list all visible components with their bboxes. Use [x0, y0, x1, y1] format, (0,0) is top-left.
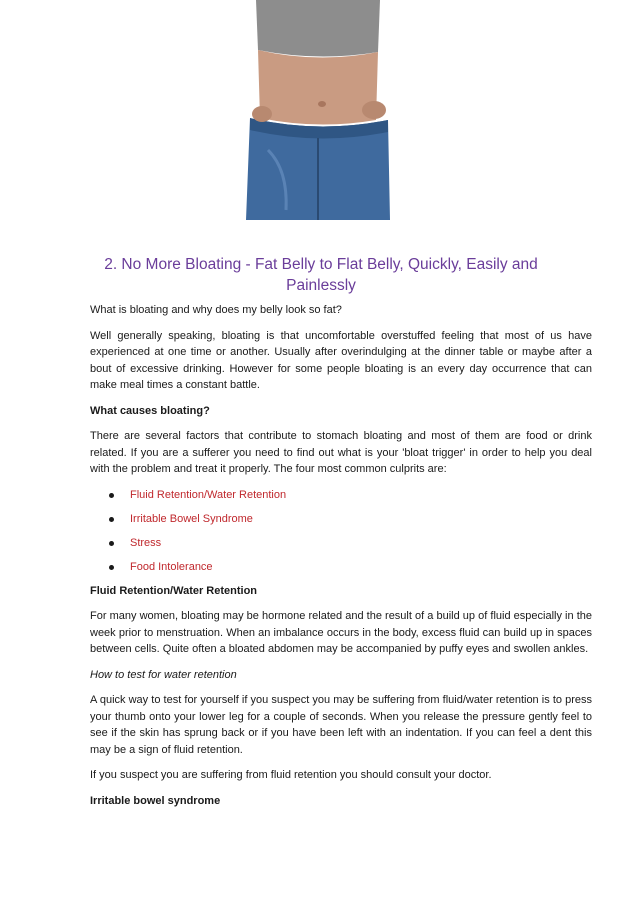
bullet-icon: [109, 493, 114, 498]
article-body: [90, 302, 592, 818]
list-item: Fluid Retention/Water Retention: [90, 487, 592, 511]
list-item: Food Intolerance: [90, 559, 592, 583]
paragraph: For many women, bloating may be hormone related and the result of a build up of fluid especially in the week prior to menstruation. When an imbalance occurs in the body, excess fluid can build up in spaces between cells. Quite often a bloated abdomen may be accompanied by puffy eyes and swollen ankles.: [90, 610, 592, 655]
section-heading: Irritable bowel syndrome: [90, 794, 221, 807]
bullet-icon: [109, 565, 114, 570]
section-heading: What causes bloating?: [90, 404, 210, 417]
paragraph: There are several factors that contribute to stomach bloating and most of them are food or drink related. If you are a sufferer you need to find out what is your 'bloat trigger' in order to help you deal with the problem and treat it properly. The four most common culprits are:: [90, 430, 592, 475]
paragraph: If you suspect you are suffering from fluid retention you should consult your doctor.: [90, 769, 492, 781]
bullet-icon: [109, 517, 114, 522]
culprit-list: [90, 487, 592, 583]
paragraph: Well generally speaking, bloating is that uncomfortable overstuffed feeling that most of us have experienced at one time or another. Usually after overindulging at the dinner table or maybe after a bout of excessive drinking. However for some people bloating is an every day occurrence that can make meal times a constant battle.: [90, 329, 592, 391]
page-title: 2. No More Bloating - Fat Belly to Flat Belly, Quickly, Easily and Painlessly: [104, 256, 538, 294]
section-heading: Fluid Retention/Water Retention: [90, 584, 258, 597]
paragraph: A quick way to test for yourself if you suspect you may be suffering from fluid/water retention is to press your thumb onto your lower leg for a couple of seconds. When you release the pressure gently feel to see if the skin has sprung back or if you have been left with an indentation. If you can feel a dent this may be a sign of fluid retention.: [90, 694, 592, 756]
intro-question: What is bloating and why does my belly look so fat?: [90, 304, 342, 316]
bullet-icon: [109, 541, 114, 546]
hero-photo: [238, 0, 398, 220]
list-item: Stress: [90, 535, 592, 559]
list-item: Irritable Bowel Syndrome: [90, 511, 592, 535]
subheading: How to test for water retention: [90, 668, 237, 681]
